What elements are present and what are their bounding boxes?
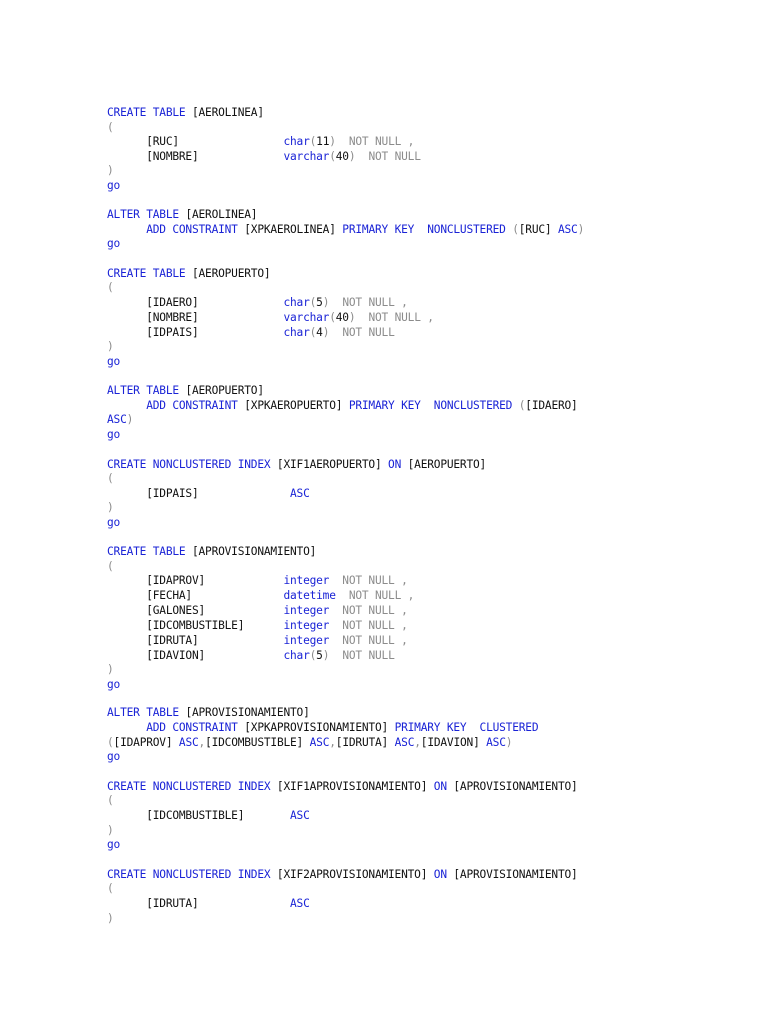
sql-keyword: ASC — [394, 736, 415, 749]
sql-punctuation: ( — [107, 121, 114, 134]
code-line — [107, 662, 114, 677]
sql-punctuation: ) — [577, 223, 585, 236]
code-line — [107, 178, 120, 193]
sql-punctuation: ) — [107, 340, 114, 353]
code-line — [107, 705, 310, 720]
code-line — [107, 720, 538, 735]
sql-identifier: [RUC] — [518, 223, 558, 236]
sql-punctuation: ( — [309, 326, 317, 339]
sql-keyword: ASC — [290, 897, 310, 910]
sql-identifier: [NOMBRE] — [107, 150, 284, 163]
sql-punctuation: NOT NULL , — [335, 589, 415, 602]
sql-identifier: [IDAPROV] — [113, 736, 179, 749]
sql-punctuation: ) — [505, 736, 513, 749]
sql-punctuation: ) — [107, 663, 114, 676]
sql-identifier: [AEROPUERTO] — [191, 267, 271, 280]
sql-punctuation: ) NOT NULL — [348, 150, 421, 163]
sql-keyword: CREATE TABLE — [107, 267, 192, 280]
code-line — [107, 881, 114, 896]
sql-punctuation: ) — [107, 164, 114, 177]
code-line — [107, 383, 264, 398]
code-line — [107, 105, 264, 120]
sql-identifier: [IDPAIS] — [107, 326, 284, 339]
code-line — [107, 648, 395, 663]
sql-keyword: go — [107, 750, 121, 763]
code-line — [107, 735, 512, 750]
sql-keyword: go — [107, 516, 121, 529]
code-line — [107, 236, 120, 251]
sql-keyword: ON — [388, 458, 408, 471]
sql-punctuation: ( — [512, 223, 519, 236]
sql-keyword: ON — [433, 868, 454, 881]
sql-keyword: CREATE NONCLUSTERED INDEX — [107, 780, 277, 793]
code-line — [107, 559, 114, 574]
sql-punctuation: , — [198, 736, 206, 749]
code-line — [107, 149, 421, 164]
sql-punctuation: , — [329, 736, 336, 749]
sql-identifier: [RUC] — [107, 135, 284, 148]
sql-keyword: varchar — [283, 150, 330, 163]
sql-keyword: CREATE NONCLUSTERED INDEX — [107, 458, 277, 471]
sql-keyword: go — [107, 838, 121, 851]
code-line — [107, 573, 408, 588]
sql-punctuation: NOT NULL , — [329, 574, 408, 587]
sql-punctuation: ( — [107, 882, 114, 895]
sql-punctuation: ( — [309, 649, 317, 662]
sql-keyword: char — [283, 649, 310, 662]
sql-keyword: PRIMARY KEY NONCLUSTERED — [348, 399, 519, 412]
sql-identifier: [IDAERO] — [525, 399, 578, 412]
sql-keyword: integer — [283, 634, 330, 647]
code-line — [107, 120, 114, 135]
sql-identifier: [IDAVION] — [107, 649, 284, 662]
code-line — [107, 896, 310, 911]
sql-keyword: datetime — [283, 589, 336, 602]
sql-identifier: [IDAVION] — [420, 736, 487, 749]
sql-keyword: ASC — [290, 809, 310, 822]
sql-keyword: CREATE NONCLUSTERED INDEX — [107, 868, 277, 881]
sql-keyword: char — [283, 326, 310, 339]
sql-punctuation: NOT NULL , — [329, 604, 408, 617]
sql-keyword: ADD CONSTRAINT — [107, 399, 245, 412]
sql-keyword: ALTER TABLE — [107, 208, 186, 221]
sql-identifier: [XIF1AEROPUERTO] — [276, 458, 389, 471]
sql-keyword: char — [283, 296, 310, 309]
sql-punctuation: ) NOT NULL — [322, 649, 395, 662]
sql-punctuation: ) — [126, 413, 134, 426]
sql-identifier: [APROVISIONAMIENTO] — [191, 545, 317, 558]
sql-punctuation: ( — [107, 281, 114, 294]
sql-punctuation: ) — [107, 824, 114, 837]
sql-keyword: ALTER TABLE — [107, 706, 186, 719]
code-line — [107, 412, 133, 427]
sql-punctuation: ( — [518, 399, 526, 412]
sql-keyword: PRIMARY KEY NONCLUSTERED — [342, 223, 513, 236]
sql-identifier: [IDCOMBUSTIBLE] — [107, 809, 290, 822]
code-line — [107, 134, 414, 149]
sql-punctuation: ) NOT NULL , — [329, 135, 415, 148]
sql-identifier: [AEROLINEA] — [191, 106, 264, 119]
sql-keyword: CREATE TABLE — [107, 545, 192, 558]
sql-punctuation: ( — [329, 150, 336, 163]
sql-identifier: [IDRUTA] — [107, 634, 284, 647]
sql-keyword: ADD CONSTRAINT — [107, 721, 245, 734]
sql-punctuation: ( — [107, 736, 114, 749]
code-line — [107, 779, 578, 794]
sql-identifier: [IDPAIS] — [107, 487, 290, 500]
sql-keyword: ASC — [290, 487, 310, 500]
code-line — [107, 633, 408, 648]
sql-punctuation: ( — [107, 794, 114, 807]
code-line — [107, 339, 114, 354]
code-line — [107, 837, 120, 852]
sql-keyword: integer — [283, 619, 330, 632]
sql-identifier: [AEROLINEA] — [185, 208, 258, 221]
sql-identifier: [APROVISIONAMIENTO] — [453, 780, 578, 793]
sql-keyword: ASC — [107, 413, 127, 426]
sql-identifier: [XPKAEROPUERTO] — [244, 399, 349, 412]
code-line — [107, 163, 114, 178]
sql-identifier: [IDCOMBUSTIBLE] — [107, 619, 284, 632]
sql-identifier: [APROVISIONAMIENTO] — [185, 706, 310, 719]
sql-identifier: [GALONES] — [107, 604, 284, 617]
sql-keyword: varchar — [283, 311, 330, 324]
sql-punctuation: ) NOT NULL , — [348, 311, 434, 324]
sql-identifier: 5 — [316, 296, 323, 309]
sql-identifier: [XIF1APROVISIONAMIENTO] — [276, 780, 434, 793]
code-line — [107, 325, 395, 340]
sql-keyword: integer — [283, 574, 330, 587]
code-line — [107, 618, 408, 633]
sql-keyword: char — [283, 135, 310, 148]
sql-keyword: ON — [433, 780, 454, 793]
sql-keyword: ALTER TABLE — [107, 384, 186, 397]
code-line — [107, 515, 120, 530]
code-line — [107, 207, 257, 222]
sql-identifier: [XPKAEROLINEA] — [244, 223, 343, 236]
code-line — [107, 398, 578, 413]
sql-punctuation: , — [414, 736, 421, 749]
code-line — [107, 427, 120, 442]
code-line — [107, 588, 414, 603]
sql-keyword: go — [107, 355, 121, 368]
sql-identifier: [XIF2APROVISIONAMIENTO] — [276, 868, 434, 881]
sql-keyword: go — [107, 678, 121, 691]
sql-identifier: [AEROPUERTO] — [407, 458, 487, 471]
sql-keyword: ASC — [178, 736, 199, 749]
sql-identifier: [AEROPUERTO] — [185, 384, 264, 397]
code-line — [107, 310, 434, 325]
sql-punctuation: ) NOT NULL , — [322, 296, 408, 309]
sql-keyword: ADD CONSTRAINT — [107, 223, 245, 236]
sql-keyword: ASC — [309, 736, 330, 749]
sql-punctuation: ) NOT NULL — [322, 326, 395, 339]
code-line — [107, 354, 120, 369]
sql-keyword: go — [107, 237, 121, 250]
code-line — [107, 471, 114, 486]
sql-punctuation: ( — [329, 311, 336, 324]
sql-identifier: [NOMBRE] — [107, 311, 284, 324]
sql-identifier: 5 — [316, 649, 323, 662]
sql-punctuation: ( — [107, 560, 114, 573]
code-line — [107, 295, 408, 310]
code-line — [107, 603, 408, 618]
sql-keyword: ASC — [486, 736, 506, 749]
sql-keyword: integer — [283, 604, 330, 617]
sql-identifier: [IDCOMBUSTIBLE] — [205, 736, 310, 749]
code-line — [107, 823, 114, 838]
code-line — [107, 280, 114, 295]
sql-identifier: 40 — [335, 311, 349, 324]
code-line — [107, 500, 114, 515]
sql-punctuation: ) — [107, 501, 114, 514]
code-line — [107, 266, 270, 281]
code-line — [107, 867, 578, 882]
sql-identifier: [IDAPROV] — [107, 574, 284, 587]
code-line — [107, 222, 584, 237]
sql-identifier: 40 — [335, 150, 349, 163]
sql-punctuation: NOT NULL , — [329, 634, 408, 647]
code-line — [107, 486, 310, 501]
sql-keyword: PRIMARY KEY CLUSTERED — [394, 721, 539, 734]
code-line — [107, 911, 114, 926]
sql-identifier: [APROVISIONAMIENTO] — [453, 868, 578, 881]
sql-punctuation: ( — [309, 296, 317, 309]
sql-keyword: CREATE TABLE — [107, 106, 192, 119]
code-line — [107, 808, 310, 823]
code-line — [107, 544, 316, 559]
code-line — [107, 749, 120, 764]
sql-keyword: go — [107, 179, 121, 192]
sql-punctuation: ( — [107, 472, 114, 485]
sql-identifier: [IDAERO] — [107, 296, 284, 309]
sql-keyword: ASC — [557, 223, 578, 236]
sql-identifier: [IDRUTA] — [107, 897, 290, 910]
sql-identifier: [IDRUTA] — [335, 736, 395, 749]
code-line — [107, 457, 486, 472]
sql-identifier: 4 — [316, 326, 323, 339]
sql-identifier: [XPKAPROVISIONAMIENTO] — [244, 721, 395, 734]
sql-punctuation: ) — [107, 912, 114, 925]
sql-punctuation: NOT NULL , — [329, 619, 408, 632]
sql-identifier: 11 — [316, 135, 330, 148]
sql-keyword: go — [107, 428, 121, 441]
sql-punctuation: ( — [309, 135, 317, 148]
sql-identifier: [FECHA] — [107, 589, 284, 602]
code-line — [107, 677, 120, 692]
code-line — [107, 793, 114, 808]
